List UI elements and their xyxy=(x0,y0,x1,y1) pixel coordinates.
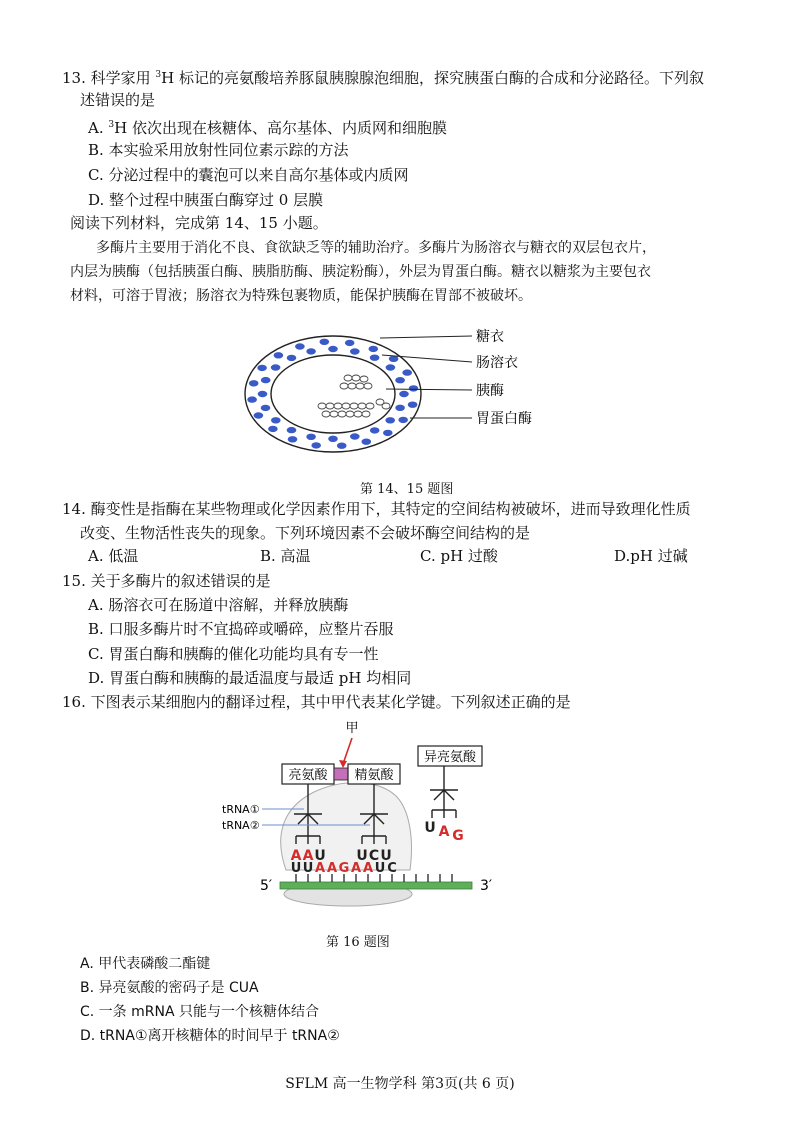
anticodon-2 xyxy=(356,848,391,864)
anticodon-3-base-3: G xyxy=(452,828,464,844)
pepsin-dot xyxy=(311,442,321,448)
pepsin-dot xyxy=(383,430,393,436)
q13-option-b: B. 本实验采用放射性同位素示踪的方法 xyxy=(88,141,349,159)
jia-arrow xyxy=(343,738,352,764)
enteric-coat-outline xyxy=(271,355,395,433)
pancreatin-circles xyxy=(318,375,390,417)
pepsin-dot xyxy=(274,352,284,358)
pancreatin-circle xyxy=(326,403,334,409)
pepsin-dot xyxy=(399,391,409,397)
q15-option-d: D. 胃蛋白酶和胰酶的最适温度与最适 pH 均相同 xyxy=(88,669,412,687)
pepsin-dot xyxy=(288,436,298,442)
figure-caption-14-15: 第 14、15 题图 xyxy=(360,482,454,497)
pepsin-dot xyxy=(249,380,259,386)
pepsin-dot xyxy=(306,434,316,440)
anticodon-1-base-1: A xyxy=(290,848,302,864)
pancreatin-circle xyxy=(356,383,364,389)
pepsin-dot xyxy=(402,369,412,375)
jia-label: 甲 xyxy=(345,721,359,736)
mrna-base: C xyxy=(387,861,397,876)
label-enteric-coat: 肠溶衣 xyxy=(476,355,518,371)
pepsin-dot xyxy=(257,365,267,371)
q13-option-a: A. $^3$H 依次出现在核糖体、高尔基体、内质网和细胞膜 xyxy=(88,119,447,137)
jia-arrowhead xyxy=(339,760,347,768)
mrna-base: G xyxy=(338,861,350,876)
leucine-label: 亮氨酸 xyxy=(288,768,328,783)
pepsin-dot xyxy=(287,355,297,361)
mrna-strand xyxy=(280,882,472,889)
pepsin-dot xyxy=(385,417,395,423)
pepsin-dot xyxy=(337,443,347,449)
mrna-base: A xyxy=(314,861,326,876)
pepsin-dot xyxy=(398,417,408,423)
pancreatin-circle xyxy=(342,403,350,409)
trna-2-label: tRNA② xyxy=(222,819,260,832)
five-prime-label: 5′ xyxy=(260,878,273,894)
tablet-diagram xyxy=(240,322,560,462)
pancreatin-circle xyxy=(360,376,368,382)
q15-stem: 15. 关于多酶片的叙述错误的是 xyxy=(62,572,271,590)
pepsin-dot xyxy=(261,377,271,383)
trna-3 xyxy=(430,766,458,818)
pancreatin-circle xyxy=(354,411,362,417)
leader-sugar-coat xyxy=(380,336,472,338)
pancreatin-circle xyxy=(340,383,348,389)
pancreatin-circle xyxy=(318,403,326,409)
q16-option-c: C. 一条 mRNA 只能与一个核糖体结合 xyxy=(80,1004,319,1020)
q15-option-b: B. 口服多酶片时不宜捣碎或嚼碎，应整片吞服 xyxy=(88,620,394,638)
q14-stem-line1: 14. 酶变性是指酶在某些物理或化学因素作用下，其特定的空间结构被破坏，进而导致理化性质 xyxy=(62,500,691,518)
pancreatin-circle xyxy=(322,411,330,417)
anticodon-2-base-2: C xyxy=(368,848,380,864)
anticodon-2-base-1: U xyxy=(356,848,368,864)
pepsin-dot xyxy=(254,412,264,418)
trna-1-label: tRNA① xyxy=(222,803,260,816)
isoleucine-label: 异亮氨酸 xyxy=(423,750,477,765)
pancreatin-circle xyxy=(346,411,354,417)
pancreatin-circle xyxy=(334,403,342,409)
peptide-bond-jia xyxy=(334,768,348,780)
pepsin-dot xyxy=(408,402,418,408)
pepsin-dot xyxy=(345,340,355,346)
q14-stem-line2: 改变、生物活性丧失的现象。下列环境因素不会破坏酶空间结构的是 xyxy=(80,524,531,542)
q15-option-c: C. 胃蛋白酶和胰酶的催化功能均具有专一性 xyxy=(88,645,379,663)
pepsin-dot xyxy=(306,348,316,354)
q16-option-d: D. tRNA①离开核糖体的时间早于 tRNA② xyxy=(80,1028,340,1044)
page-footer: SFLM 高一生物学科 第3页(共 6 页) xyxy=(285,1076,515,1092)
pepsin-dot xyxy=(350,348,360,354)
label-pepsin: 胃蛋白酶 xyxy=(476,411,532,427)
mrna-base: A xyxy=(350,861,362,876)
anticodon-2-base-3: U xyxy=(380,848,392,864)
q13-option-c: C. 分泌过程中的囊泡可以来自高尔基体或内质网 xyxy=(88,166,409,184)
translation-diagram xyxy=(214,718,514,918)
pepsin-dot xyxy=(295,343,305,349)
label-pancreatin: 胰酶 xyxy=(476,383,504,399)
pancreatin-circle xyxy=(330,411,338,417)
q16-stem: 16. 下图表示某细胞内的翻译过程，其中甲代表某化学键。下列叙述正确的是 xyxy=(62,693,571,711)
pepsin-dot xyxy=(320,339,330,345)
mrna-base: U xyxy=(302,861,314,876)
q14-option-c: C. pH 过酸 xyxy=(420,547,498,565)
mrna-base: U xyxy=(290,861,302,876)
q14-option-a: A. 低温 xyxy=(88,547,139,565)
pepsin-dot xyxy=(369,346,379,352)
reading-paragraph-line2: 内层为胰酶（包括胰蛋白酶、胰脂肪酶、胰淀粉酶），外层为胃蛋白酶。糖衣以糖浆为主要包衣 xyxy=(70,264,651,280)
reading-intro: 阅读下列材料，完成第 14、15 小题。 xyxy=(70,214,328,232)
anticodon-3 xyxy=(424,820,463,844)
leader-pancreatin xyxy=(386,389,472,390)
pancreatin-circle xyxy=(358,403,366,409)
anticodon-3-base-2: A xyxy=(438,824,450,840)
pepsin-dot xyxy=(395,405,405,411)
q15-option-a: A. 肠溶衣可在肠道中溶解，并释放胰酶 xyxy=(88,596,349,614)
pancreatin-circle xyxy=(350,403,358,409)
pepsin-dot xyxy=(350,433,360,439)
pepsin-dot xyxy=(287,427,297,433)
pepsin-dot xyxy=(268,426,278,432)
pepsin-dot xyxy=(258,391,268,397)
pepsin-dot xyxy=(386,364,396,370)
pepsin-dot xyxy=(362,439,372,445)
anticodon-1-base-3: U xyxy=(314,848,326,864)
mrna-base: U xyxy=(374,861,386,876)
q13-stem-line2: 述错误的是 xyxy=(80,91,156,109)
arginine-label: 精氨酸 xyxy=(354,768,394,783)
pepsin-dot xyxy=(328,346,338,352)
label-sugar-coat: 糖衣 xyxy=(476,329,504,345)
pepsin-dot xyxy=(271,417,281,423)
anticodon-1-base-2: A xyxy=(302,848,314,864)
pepsin-dot xyxy=(271,364,281,370)
q14-option-d: D.pH 过碱 xyxy=(614,547,688,565)
q13-option-d: D. 整个过程中胰蛋白酶穿过 0 层膜 xyxy=(88,191,324,209)
pepsin-dot xyxy=(328,436,338,442)
pancreatin-circle xyxy=(352,375,360,381)
pancreatin-circle xyxy=(362,411,370,417)
reading-paragraph-line1: 多酶片主要用于消化不良、食欲缺乏等的辅助治疗。多酶片为肠溶衣与糖衣的双层包衣片， xyxy=(96,240,656,256)
pepsin-dot xyxy=(261,405,271,411)
pepsin-dot xyxy=(395,377,405,383)
pepsin-dot xyxy=(370,427,380,433)
pepsin-dot xyxy=(370,355,380,361)
pancreatin-circle xyxy=(366,403,374,409)
mrna-base: A xyxy=(326,861,338,876)
three-prime-label: 3′ xyxy=(480,878,493,894)
pancreatin-circle xyxy=(348,383,356,389)
reading-paragraph-line3: 材料，可溶于胃液；肠溶衣为特殊包裹物质，能保护胰酶在胃部不被破坏。 xyxy=(70,288,532,304)
figure-caption-16: 第 16 题图 xyxy=(326,935,390,950)
pepsin-dot xyxy=(409,385,419,391)
anticodon-1 xyxy=(291,848,326,864)
q16-option-a: A. 甲代表磷酸二酯键 xyxy=(80,956,211,972)
pancreatin-circle xyxy=(382,403,390,409)
q14-option-b: B. 高温 xyxy=(260,547,311,565)
pancreatin-circle xyxy=(338,411,346,417)
q13-stem-line1: 13. 科学家用 $^3$H 标记的亮氨酸培养豚鼠胰腺腺泡细胞，探究胰蛋白酶的合成和分泌路径。下列叙 xyxy=(62,69,704,87)
pancreatin-circle xyxy=(344,375,352,381)
q16-option-b: B. 异亮氨酸的密码子是 CUA xyxy=(80,980,259,996)
mrna-base: A xyxy=(362,861,374,876)
anticodon-3-base-1: U xyxy=(424,820,436,836)
pancreatin-circle xyxy=(364,383,372,389)
pepsin-dot xyxy=(247,396,257,402)
